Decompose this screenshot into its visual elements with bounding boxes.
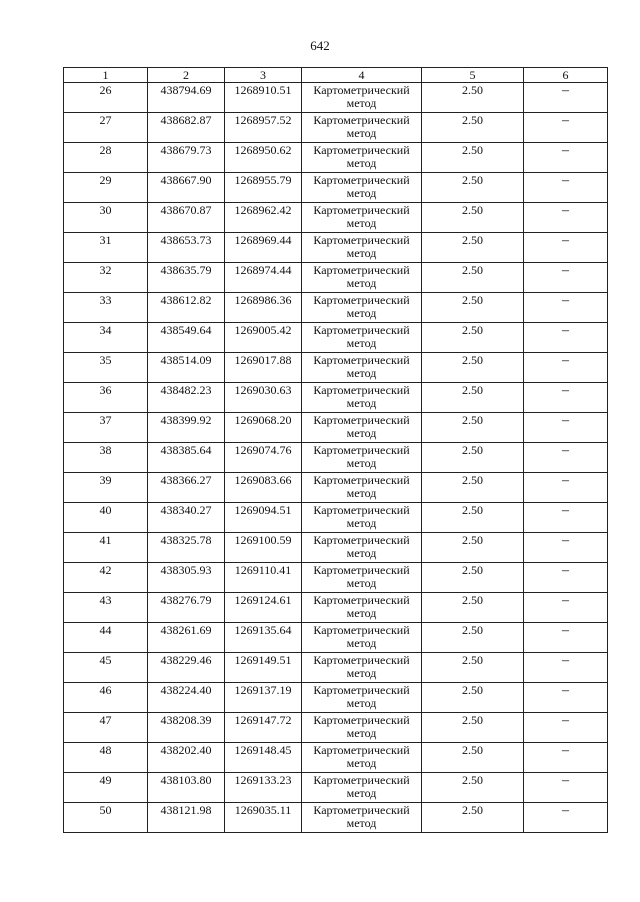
method-cell [302,293,422,323]
accuracy-cell: 2.50 [422,743,524,773]
x-coordinate-cell: 438794.69 [148,83,225,113]
method-text-line2: метод [346,576,377,590]
x-coordinate-cell: 438670.87 [148,203,225,233]
y-coordinate-cell: 1269135.64 [225,623,302,653]
method-cell [302,323,422,353]
table-row [64,503,608,533]
method-text-line2: метод [346,606,377,620]
method-cell [302,653,422,683]
point-number-cell: 42 [64,563,148,593]
method-text-line2: метод [346,666,377,680]
method-cell [302,263,422,293]
header-col-3: 3 [225,68,302,83]
method-cell [302,383,422,413]
x-coordinate-cell: 438325.78 [148,533,225,563]
extra-cell: – [524,83,608,113]
y-coordinate-cell: 1269110.41 [225,563,302,593]
point-number-cell: 32 [64,263,148,293]
y-coordinate-cell: 1269005.42 [225,323,302,353]
table-row [64,83,608,113]
method-cell [302,473,422,503]
accuracy-cell: 2.50 [422,773,524,803]
accuracy-cell: 2.50 [422,383,524,413]
table-row [64,413,608,443]
x-coordinate-cell: 438340.27 [148,503,225,533]
x-coordinate-cell: 438103.80 [148,773,225,803]
method-text-line1: Картометрический [313,593,410,607]
y-coordinate-cell: 1268974.44 [225,263,302,293]
y-coordinate-cell: 1269068.20 [225,413,302,443]
table-row [64,383,608,413]
point-number-cell: 40 [64,503,148,533]
extra-cell: – [524,173,608,203]
method-text-line2: метод [346,306,377,320]
extra-cell: – [524,473,608,503]
x-coordinate-cell: 438514.09 [148,353,225,383]
y-coordinate-cell: 1269094.51 [225,503,302,533]
y-coordinate-cell: 1269035.11 [225,803,302,833]
x-coordinate-cell: 438549.64 [148,323,225,353]
accuracy-cell: 2.50 [422,533,524,563]
x-coordinate-cell: 438261.69 [148,623,225,653]
method-text-line2: метод [346,726,377,740]
method-text-line2: метод [346,246,377,260]
method-text-line1: Картометрический [313,773,410,787]
method-cell [302,533,422,563]
accuracy-cell: 2.50 [422,413,524,443]
y-coordinate-cell: 1269149.51 [225,653,302,683]
x-coordinate-cell: 438121.98 [148,803,225,833]
x-coordinate-cell: 438366.27 [148,473,225,503]
table-row [64,353,608,383]
method-text-line2: метод [346,546,377,560]
table-row [64,293,608,323]
method-cell [302,503,422,533]
method-text-line1: Картометрический [313,143,410,157]
extra-cell: – [524,533,608,563]
table-row [64,803,608,833]
table-row [64,143,608,173]
x-coordinate-cell: 438682.87 [148,113,225,143]
y-coordinate-cell: 1269083.66 [225,473,302,503]
extra-cell: – [524,593,608,623]
method-cell [302,173,422,203]
y-coordinate-cell: 1269100.59 [225,533,302,563]
table-header [64,68,608,83]
method-text-line1: Картометрический [313,533,410,547]
accuracy-cell: 2.50 [422,593,524,623]
method-text-line2: метод [346,336,377,350]
method-text-line1: Картометрический [313,683,410,697]
header-row [64,68,608,83]
extra-cell: – [524,263,608,293]
method-cell [302,413,422,443]
extra-cell: – [524,323,608,353]
method-text-line1: Картометрический [313,473,410,487]
point-number-cell: 34 [64,323,148,353]
accuracy-cell: 2.50 [422,323,524,353]
accuracy-cell: 2.50 [422,83,524,113]
y-coordinate-cell: 1269147.72 [225,713,302,743]
extra-cell: – [524,503,608,533]
header-col-5: 5 [422,68,524,83]
point-number-cell: 29 [64,173,148,203]
method-text-line2: метод [346,426,377,440]
method-text-line2: метод [346,516,377,530]
table-row [64,593,608,623]
y-coordinate-cell: 1269074.76 [225,443,302,473]
header-col-1: 1 [64,68,148,83]
y-coordinate-cell: 1269017.88 [225,353,302,383]
point-number-cell: 43 [64,593,148,623]
x-coordinate-cell: 438612.82 [148,293,225,323]
table-row [64,683,608,713]
point-number-cell: 45 [64,653,148,683]
point-number-cell: 33 [64,293,148,323]
table-row [64,473,608,503]
method-cell [302,683,422,713]
method-text-line1: Картометрический [313,563,410,577]
accuracy-cell: 2.50 [422,713,524,743]
table-row [64,773,608,803]
x-coordinate-cell: 438679.73 [148,143,225,173]
method-text-line2: метод [346,696,377,710]
table-row [64,533,608,563]
table-row [64,443,608,473]
extra-cell: – [524,773,608,803]
extra-cell: – [524,743,608,773]
extra-cell: – [524,203,608,233]
method-text-line2: метод [346,786,377,800]
method-text-line2: метод [346,816,377,830]
point-number-cell: 50 [64,803,148,833]
extra-cell: – [524,713,608,743]
x-coordinate-cell: 438276.79 [148,593,225,623]
extra-cell: – [524,443,608,473]
x-coordinate-cell: 438208.39 [148,713,225,743]
method-text-line2: метод [346,276,377,290]
method-text-line2: метод [346,636,377,650]
extra-cell: – [524,413,608,443]
method-text-line1: Картометрический [313,293,410,307]
method-cell [302,83,422,113]
point-number-cell: 38 [64,443,148,473]
table-row [64,713,608,743]
coordinates-table [63,67,608,833]
method-text-line1: Картометрический [313,323,410,337]
accuracy-cell: 2.50 [422,563,524,593]
extra-cell: – [524,563,608,593]
point-number-cell: 48 [64,743,148,773]
extra-cell: – [524,233,608,263]
extra-cell: – [524,143,608,173]
extra-cell: – [524,383,608,413]
point-number-cell: 28 [64,143,148,173]
point-number-cell: 47 [64,713,148,743]
x-coordinate-cell: 438229.46 [148,653,225,683]
y-coordinate-cell: 1268955.79 [225,173,302,203]
table-row [64,113,608,143]
point-number-cell: 37 [64,413,148,443]
method-cell [302,563,422,593]
point-number-cell: 26 [64,83,148,113]
method-text-line2: метод [346,396,377,410]
accuracy-cell: 2.50 [422,113,524,143]
accuracy-cell: 2.50 [422,143,524,173]
table-body [64,83,608,833]
accuracy-cell: 2.50 [422,683,524,713]
x-coordinate-cell: 438653.73 [148,233,225,263]
x-coordinate-cell: 438667.90 [148,173,225,203]
method-cell [302,203,422,233]
table-row [64,233,608,263]
method-text-line1: Картометрический [313,713,410,727]
point-number-cell: 39 [64,473,148,503]
method-text-line2: метод [346,186,377,200]
method-text-line1: Картометрический [313,113,410,127]
accuracy-cell: 2.50 [422,473,524,503]
method-text-line1: Картометрический [313,263,410,277]
header-col-4: 4 [302,68,422,83]
point-number-cell: 41 [64,533,148,563]
point-number-cell: 44 [64,623,148,653]
y-coordinate-cell: 1268969.44 [225,233,302,263]
accuracy-cell: 2.50 [422,503,524,533]
method-text-line1: Картометрический [313,413,410,427]
header-col-6: 6 [524,68,608,83]
method-text-line2: метод [346,126,377,140]
method-text-line1: Картометрический [313,203,410,217]
accuracy-cell: 2.50 [422,263,524,293]
y-coordinate-cell: 1269137.19 [225,683,302,713]
method-cell [302,803,422,833]
method-text-line1: Картометрический [313,83,410,97]
method-cell [302,773,422,803]
method-text-line1: Картометрический [313,503,410,517]
accuracy-cell: 2.50 [422,233,524,263]
y-coordinate-cell: 1268910.51 [225,83,302,113]
extra-cell: – [524,293,608,323]
method-cell [302,713,422,743]
method-text-line1: Картометрический [313,173,410,187]
method-cell [302,143,422,173]
method-cell [302,623,422,653]
extra-cell: – [524,623,608,653]
point-number-cell: 49 [64,773,148,803]
method-text-line2: метод [346,216,377,230]
point-number-cell: 31 [64,233,148,263]
y-coordinate-cell: 1268962.42 [225,203,302,233]
y-coordinate-cell: 1269148.45 [225,743,302,773]
table-row [64,563,608,593]
y-coordinate-cell: 1269124.61 [225,593,302,623]
table-row [64,263,608,293]
accuracy-cell: 2.50 [422,293,524,323]
x-coordinate-cell: 438399.92 [148,413,225,443]
x-coordinate-cell: 438202.40 [148,743,225,773]
method-cell [302,233,422,263]
table-row [64,203,608,233]
accuracy-cell: 2.50 [422,203,524,233]
extra-cell: – [524,113,608,143]
accuracy-cell: 2.50 [422,653,524,683]
method-cell [302,743,422,773]
x-coordinate-cell: 438224.40 [148,683,225,713]
extra-cell: – [524,653,608,683]
table-row [64,743,608,773]
method-text-line2: метод [346,366,377,380]
method-text-line1: Картометрический [313,233,410,247]
table-row [64,623,608,653]
method-text-line1: Картометрический [313,383,410,397]
accuracy-cell: 2.50 [422,803,524,833]
page-number: 642 [310,38,330,53]
method-cell [302,353,422,383]
accuracy-cell: 2.50 [422,173,524,203]
accuracy-cell: 2.50 [422,443,524,473]
y-coordinate-cell: 1268957.52 [225,113,302,143]
y-coordinate-cell: 1268986.36 [225,293,302,323]
method-text-line2: метод [346,756,377,770]
table-row [64,173,608,203]
point-number-cell: 35 [64,353,148,383]
accuracy-cell: 2.50 [422,353,524,383]
point-number-cell: 46 [64,683,148,713]
x-coordinate-cell: 438305.93 [148,563,225,593]
method-text-line1: Картометрический [313,743,410,757]
extra-cell: – [524,353,608,383]
method-text-line1: Картометрический [313,443,410,457]
x-coordinate-cell: 438385.64 [148,443,225,473]
point-number-cell: 36 [64,383,148,413]
method-cell [302,113,422,143]
method-cell [302,443,422,473]
table-row [64,323,608,353]
method-cell [302,593,422,623]
accuracy-cell: 2.50 [422,623,524,653]
extra-cell: – [524,683,608,713]
method-text-line1: Картометрический [313,353,410,367]
x-coordinate-cell: 438635.79 [148,263,225,293]
header-col-2: 2 [148,68,225,83]
method-text-line2: метод [346,96,377,110]
point-number-cell: 30 [64,203,148,233]
y-coordinate-cell: 1269133.23 [225,773,302,803]
method-text-line1: Картометрический [313,803,410,817]
point-number-cell: 27 [64,113,148,143]
method-text-line1: Картометрический [313,653,410,667]
y-coordinate-cell: 1268950.62 [225,143,302,173]
extra-cell: – [524,803,608,833]
method-text-line2: метод [346,456,377,470]
x-coordinate-cell: 438482.23 [148,383,225,413]
method-text-line2: метод [346,156,377,170]
table-row [64,653,608,683]
method-text-line1: Картометрический [313,623,410,637]
method-text-line2: метод [346,486,377,500]
y-coordinate-cell: 1269030.63 [225,383,302,413]
